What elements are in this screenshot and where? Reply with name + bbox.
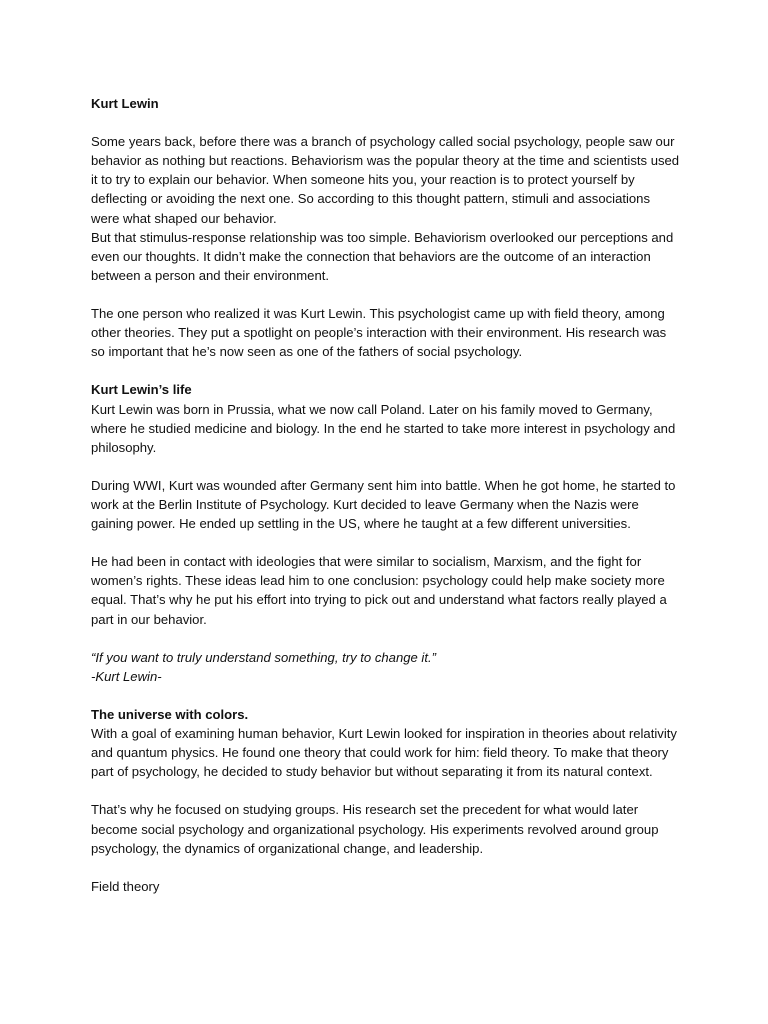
intro-paragraph-1: Some years back, before there was a branch of psychology called social psychology, people saw our behavior as nothing but reactions. Behaviorism was the popular theory at the time and scientists used it to try to explain our behavior. When someone hits you, your reaction is to protect yourself by deflecting or avoiding the next one. So according to this thought pattern, stimuli and associations were what shaped our behavior. — [91, 134, 680, 226]
intro-paragraph-2: But that stimulus-response relationship was too simple. Behaviorism overlooked our perceptions and even our thoughts. It didn’t make the connection that behaviors are the outcome of an interaction between a person and their environment. — [91, 229, 674, 283]
universe-heading: The universe with colors. — [91, 707, 249, 722]
life-paragraph-1: Kurt Lewin was born in Prussia, what we now call Poland. Later on his family moved to Germany, where he studied medicine and biology. In the end he started to take more interest in psychology and philosophy. — [91, 401, 676, 455]
quote-author: -Kurt Lewin- — [91, 668, 162, 684]
document-title: Kurt Lewin — [91, 96, 159, 111]
document-page — [91, 94, 681, 915]
life-paragraph-2: During WWI, Kurt was wounded after Germany sent him into battle. When he got home, he started to work at the Berlin Institute of Psychology. Kurt decided to leave Germany when the Nazis were gaining power. He ended up settling in the US, where he taught at a few different universities. — [91, 477, 676, 532]
life-paragraph-3: He had been in contact with ideologies that were similar to socialism, Marxism, and the fight for women’s rights. These ideas lead him to one conclusion: psychology could help make society more equal. That’s why he put his effort into trying to pick out and understand what factors really played a part in our behavior. — [91, 554, 667, 627]
intro-paragraph-3: The one person who realized it was Kurt Lewin. This psychologist came up with field theory, among other theories. They put a spotlight on people’s interaction with their environment. His research was so important that he’s now seen as one of the fathers of social psychology. — [91, 306, 667, 360]
life-heading: Kurt Lewin’s life — [91, 382, 192, 398]
quote-text: “If you want to truly understand something, try to change it.” — [91, 649, 436, 665]
universe-paragraph-1: With a goal of examining human behavior, Kurt Lewin looked for inspiration in theories about relativity and quantum physics. He found one theory that could work for him: field theory. To make that theory part of psychology, he decided to study behavior but without separating it from its natural context. — [91, 726, 677, 780]
field-theory-heading: Field theory — [91, 878, 160, 894]
universe-paragraph-2: That’s why he focused on studying groups. His research set the precedent for what would later become social psychology and organizational psychology. His experiments revolved around group psychology, the dynamics of organizational change, and leadership. — [91, 802, 659, 856]
